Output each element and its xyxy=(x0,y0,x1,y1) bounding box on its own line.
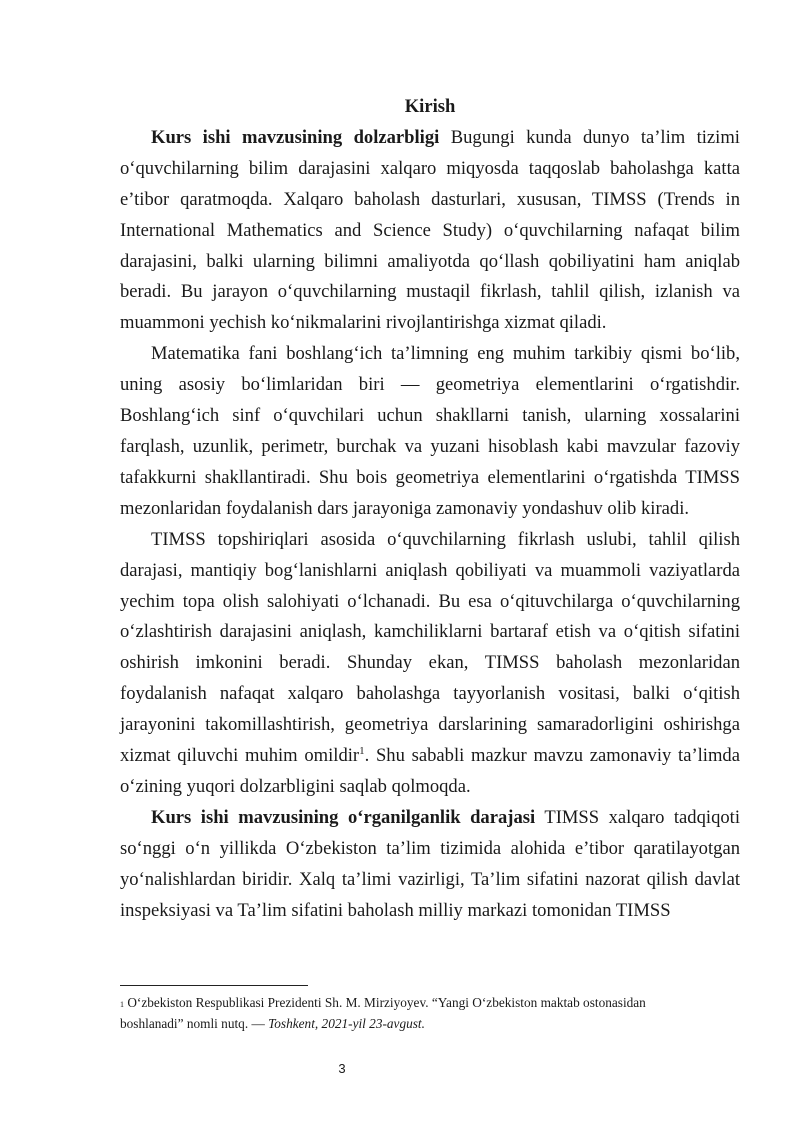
paragraph-timss-tasks xyxy=(120,525,740,803)
footnote-divider xyxy=(120,985,308,986)
paragraph-study-level xyxy=(120,803,740,927)
paragraph-text: TIMSS xalqaro tadqiqoti so‘nggi o‘n yillikda O‘zbekiston ta’lim tizimida alohida e’tibor qaratilayotgan yo‘nalishlardan biridir. Xalq ta’limi vazirligi, Ta’lim sifatini nazorat qilish davlat inspeksiyasi va Ta’lim sifatini baholash milliy markazi tomonidan TIMSS xyxy=(120,806,740,921)
paragraph-relevance xyxy=(120,123,740,339)
paragraph-text-continued: . Shu sababli mazkur mavzu zamonaviy ta’limda o‘zining yuqori dolzarbligini saqlab qolmoqda. xyxy=(120,745,740,797)
footnote-reference[interactable]: 1 xyxy=(359,744,365,757)
footnote-source: Toshkent, 2021-yil 23-avgust. xyxy=(268,1016,425,1031)
paragraph-text: TIMSS topshiriqlari asosida o‘quvchilarning fikrlash uslubi, tahlil qilish darajasi, mantiqiy bog‘lanishlarni aniqlash qobiliyati va muammoli vaziyatlarda yechim topa olish salohiyati o‘lchanadi. Bu esa o‘qituvchilarga o‘quvchilarning o‘zlashtirish darajasini aniqlash, kamchiliklarni bartaraf etish va o‘qitish sifatini oshirish imkonini beradi. Shunday ekan, TIMSS baholash mezonlaridan foydalanish nafaqat xalqaro baholashga tayyorlanish vositasi, balki o‘qitish jarayonini takomillashtirish, geometriya darslarining samaradorligini oshirishga xizmat qiluvchi muhim omildir xyxy=(120,528,740,767)
footnote-text: O‘zbekiston Respublikasi Prezidenti Sh. M. Mirziyoyev. “Yangi O‘zbekiston maktab ostonasidan boshlanadi” nomli nutq. — xyxy=(120,995,646,1031)
footnote xyxy=(120,992,680,1034)
section-heading: Kirish xyxy=(404,96,456,117)
paragraph-lead: Kurs ishi mavzusining dolzarbligi xyxy=(151,126,440,148)
page-number: 3 xyxy=(338,1061,346,1076)
footnote-number: 1 xyxy=(120,1000,124,1009)
paragraph-text: Matematika fani boshlang‘ich ta’limning eng muhim tarkibiy qismi bo‘lib, uning asosiy bo‘limlaridan biri — geometriya elementlarini o‘rgatishdir. Boshlang‘ich sinf o‘quvchilari uchun shakllarni tanish, ularning xossalarini farqlash, uzunlik, perimetr, burchak va yuzani hisoblash kabi mavzular fazoviy tafakkurni shakllantiradi. Shu bois geometriya elementlarini o‘rgatishda TIMSS mezonlaridan foydalanish dars jarayoniga zamonaviy yondashuv olib kiradi. xyxy=(120,343,740,519)
page-body xyxy=(120,92,740,926)
paragraph-text: Bugungi kunda dunyo ta’lim tizimi o‘quvchilarning bilim darajasini xalqaro miqyosda taqqoslab baholashga katta e’tibor qaratmoqda. Xalqaro baholash dasturlari, xususan, TIMSS (Trends in International Mathematics and Science Study) o‘quvchilarning nafaqat bilim darajasini, balki ularning bilimni amaliyotda qo‘llash qobiliyatini ham aniqlab beradi. Bu jarayon o‘quvchilarning mustaqil fikrlash, tahlil qilish, izlanish va muammoni yechish ko‘nikmalarini rivojlantirishga xizmat qiladi. xyxy=(120,126,740,334)
paragraph-geometry xyxy=(120,339,740,524)
paragraph-lead: Kurs ishi mavzusining o‘rganilganlik darajasi xyxy=(151,806,536,828)
